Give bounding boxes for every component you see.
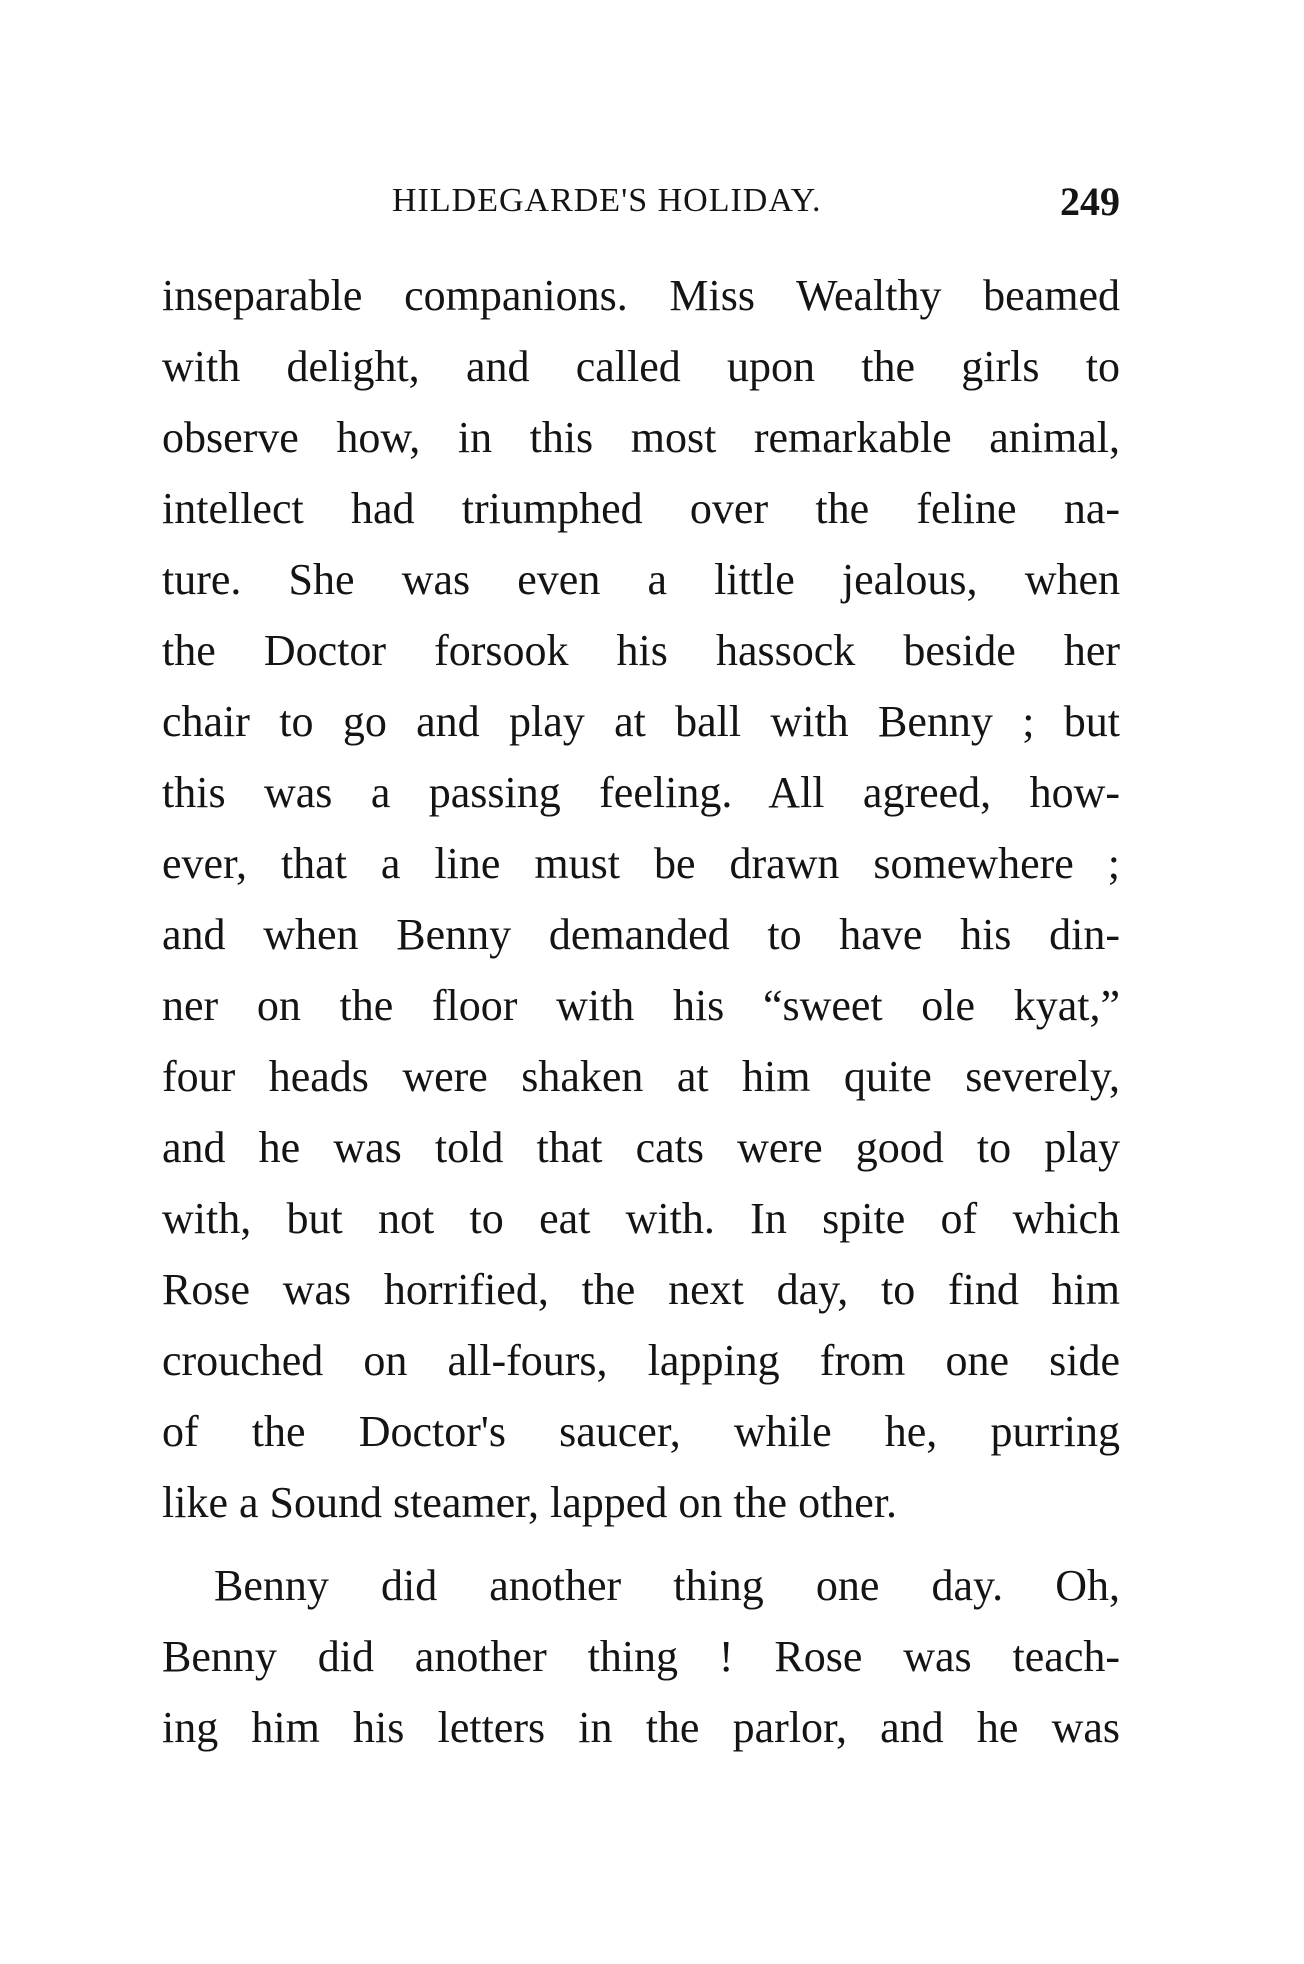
- text-line: of the Doctor's saucer, while he, purring: [162, 1407, 1120, 1456]
- text-line: ner on the floor with his “sweet ole kyat,”: [162, 981, 1120, 1030]
- paragraph-1: [162, 260, 1120, 1538]
- text-line: four heads were shaken at him quite severely,: [162, 1052, 1120, 1101]
- running-head: [162, 172, 1120, 232]
- text-line: chair to go and play at ball with Benny ; but: [162, 697, 1120, 746]
- text-line: with, but not to eat with. In spite of which: [162, 1194, 1120, 1243]
- text-line: crouched on all-fours, lapping from one side: [162, 1336, 1120, 1385]
- text-line: ever, that a line must be drawn somewhere ;: [162, 839, 1120, 888]
- text-line: ture. She was even a little jealous, when: [162, 555, 1120, 604]
- text-line: the Doctor forsook his hassock beside her: [162, 626, 1120, 675]
- body-text: [162, 260, 1120, 1763]
- text-line: observe how, in this most remarkable animal,: [162, 413, 1120, 462]
- text-line: intellect had triumphed over the feline na-: [162, 484, 1120, 533]
- text-line: and when Benny demanded to have his din-: [162, 910, 1120, 959]
- text-line: inseparable companions. Miss Wealthy beamed: [162, 271, 1120, 320]
- text-line: Benny did another thing one day. Oh,: [214, 1561, 1120, 1610]
- page-number: 249: [1060, 179, 1120, 224]
- text-line: this was a passing feeling. All agreed, how-: [162, 768, 1120, 817]
- text-line: like a Sound steamer, lapped on the other.: [162, 1478, 898, 1527]
- text-line: Benny did another thing ! Rose was teach-: [162, 1632, 1120, 1681]
- running-title: HILDEGARDE'S HOLIDAY.: [392, 182, 822, 219]
- text-line: Rose was horrified, the next day, to find him: [162, 1265, 1120, 1314]
- text-line: ing him his letters in the parlor, and he was: [162, 1703, 1120, 1752]
- paragraph-gap: [162, 1538, 1120, 1550]
- text-line: with delight, and called upon the girls to: [162, 342, 1120, 391]
- text-line: and he was told that cats were good to play: [162, 1123, 1120, 1172]
- paragraph-2: [162, 1550, 1120, 1763]
